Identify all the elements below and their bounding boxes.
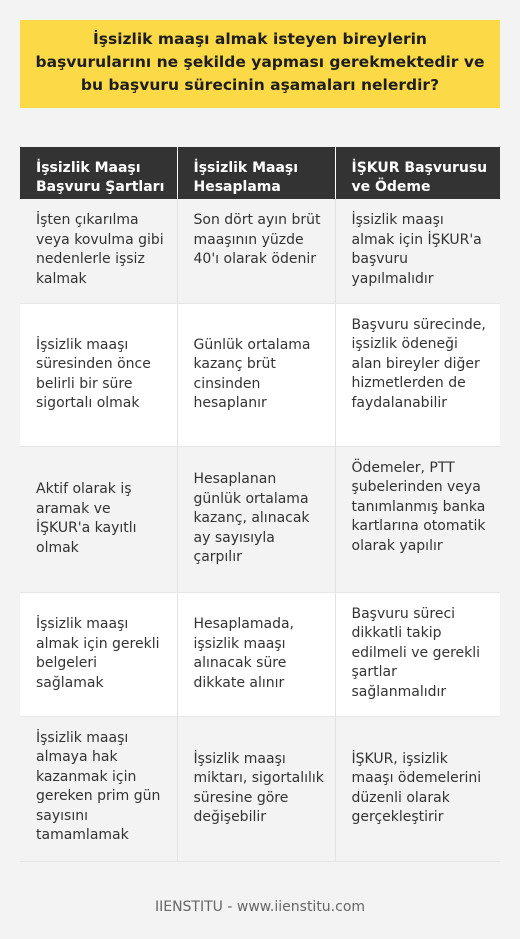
info-table: [20, 147, 500, 862]
table-cell: Hesaplanan günlük ortalama kazanç, alınacak ay sayısıyla çarpılır: [177, 446, 335, 592]
table-cell: İŞKUR, işsizlik maaşı ödemelerini düzenli olarak gerçekleştirir: [335, 716, 500, 861]
column-header: İşsizlik Maaşı Başvuru Şartları: [20, 147, 177, 199]
table-cell: İşsizlik maaşı almak için İŞKUR'a başvuru yapılmalıdır: [335, 199, 500, 303]
question-text: İşsizlik maaşı almak isteyen bireylerin başvurularını ne şekilde yapması gerekmektedir ve bu başvuru sürecinin aşamaları nelerdir?: [35, 30, 485, 94]
table-cell: Son dört ayın brüt maaşının yüzde 40'ı olarak ödenir: [177, 199, 335, 303]
table-cell: Başvuru süreci dikkatli takip edilmeli ve gerekli şartlar sağlanmalıdır: [335, 592, 500, 716]
table-cell: Başvuru sürecinde, işsizlik ödeneği alan bireyler diğer hizmetlerden de faydalanabilir: [335, 303, 500, 446]
table-cell: İşsizlik maaşı almak için gerekli belgeleri sağlamak: [20, 592, 177, 716]
table-cell: İşsizlik maaşı almaya hak kazanmak için gereken prim gün sayısını tamamlamak: [20, 716, 177, 861]
table-cell: Aktif olarak iş aramak ve İŞKUR'a kayıtlı olmak: [20, 446, 177, 592]
table-row: [20, 592, 500, 716]
table-row: [20, 716, 500, 861]
table-cell: İşten çıkarılma veya kovulma gibi nedenlerle işsiz kalmak: [20, 199, 177, 303]
table-cell: Ödemeler, PTT şubelerinden veya tanımlanmış banka kartlarına otomatik olarak yapılır: [335, 446, 500, 592]
table-header-row: [20, 147, 500, 199]
table-row: [20, 199, 500, 303]
table-row: [20, 446, 500, 592]
question-banner: [20, 20, 500, 108]
table-row: [20, 303, 500, 446]
column-header: İşsizlik Maaşı Hesaplama: [177, 147, 335, 199]
table-cell: İşsizlik maaşı miktarı, sigortalılık süresine göre değişebilir: [177, 716, 335, 861]
table-cell: İşsizlik maaşı süresinden önce belirli bir süre sigortalı olmak: [20, 303, 177, 446]
table-cell: Hesaplamada, işsizlik maaşı alınacak süre dikkate alınır: [177, 592, 335, 716]
table-cell: Günlük ortalama kazanç brüt cinsinden hesaplanır: [177, 303, 335, 446]
column-header: İŞKUR Başvurusu ve Ödeme: [335, 147, 500, 199]
footer-credit: IIENSTITU - www.iienstitu.com: [154, 899, 366, 915]
